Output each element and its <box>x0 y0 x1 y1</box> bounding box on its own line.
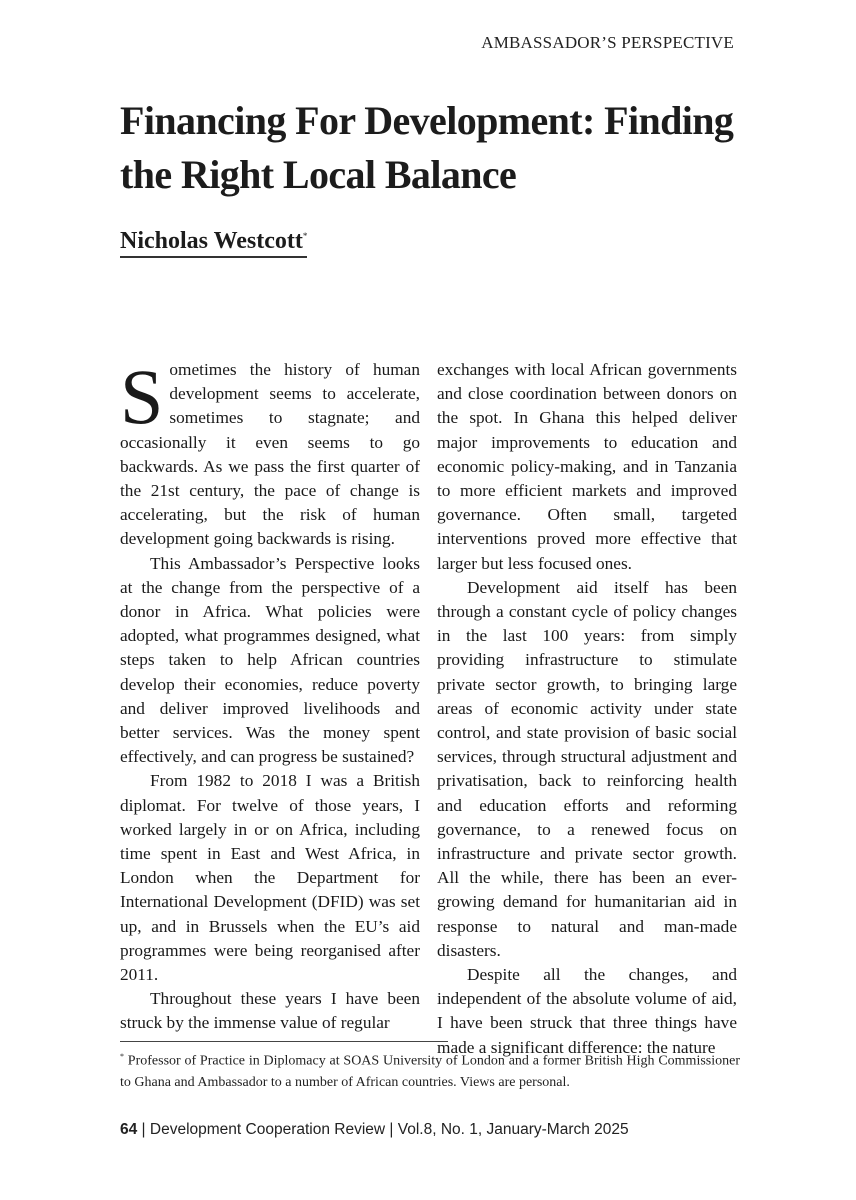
footnote-text: Professor of Practice in Diplomacy at SOAS University of London and a former British High Commissioner to Ghana and Ambassador to a number of African countries. Views are personal. <box>120 1053 740 1090</box>
page-number: 64 <box>120 1121 138 1138</box>
author-footnote-mark: * <box>302 231 308 241</box>
author-name <box>120 228 307 258</box>
paragraph-1-text: ometimes the history of human development seems to accelerate, sometimes to stagnate; and occasionally it even seems to go backwards. As we pass the first quarter of the 21st century, the pace of change is accelerating, but the risk of human development going backwards is rising. <box>120 360 420 549</box>
paragraph-2: This Ambassador’s Perspective looks at the change from the perspective of a donor in Africa. What policies were adopted, what programmes designed, what steps taken to help African countries develop their economies, reduce poverty and deliver improved livelihoods and better services. Was the money spent effectively, and can progress be sustained? <box>120 553 420 767</box>
section-label: AMBASSADOR’S PERSPECTIVE <box>481 33 734 52</box>
paragraph-4-continued: exchanges with local African governments and close coordination between donors on the spot. In Ghana this helped deliver major improvements to education and economic policy-making, and in Tanzania to more efficient markets and improved governance. Often small, targeted interventions proved more effective that larger but less focused ones. <box>437 360 737 573</box>
journal-citation: | Development Cooperation Review | Vol.8, No. 1, January-March 2025 <box>137 1121 629 1138</box>
footnote <box>120 1046 740 1093</box>
footnote-divider <box>120 1041 448 1042</box>
footnote-mark: * <box>120 1052 124 1061</box>
paragraph-1 <box>120 353 420 552</box>
paragraph-3: From 1982 to 2018 I was a British diplomat. For twelve of those years, I worked largely in or on Africa, including time spent in East and West Africa, in London when the Department for International Development (DFID) was set up, and in Brussels when the EU’s aid programmes were being reorganised after 2011. <box>120 771 420 985</box>
left-column <box>120 353 420 1036</box>
paragraph-5: Development aid itself has been through a constant cycle of policy changes in the last 100 years: from simply providing infrastructure to stimulate private sector growth, to bringing large areas of economic activity under state control, and state provision of basic social services, through structural adjustment and privatisation, back to reinforcing health and education efforts and reforming governance, to a renewed focus on infrastructure and private sector growth. All the while, there has been an ever-growing demand for humanitarian aid in response to natural and man-made disasters. <box>437 577 737 960</box>
right-column <box>437 358 737 1060</box>
author-name-text: Nicholas Westcott <box>120 228 303 254</box>
paragraph-6: Despite all the changes, and independent of the absolute volume of aid, I have been struck that three things have made a significant difference: the nature <box>437 965 737 1057</box>
paragraph-4: Throughout these years I have been struck by the immense value of regular <box>120 989 420 1033</box>
page-footer <box>120 1121 629 1139</box>
article-title: Financing For Development: Finding the Right Local Balance <box>120 98 734 197</box>
drop-cap: S <box>120 353 164 440</box>
